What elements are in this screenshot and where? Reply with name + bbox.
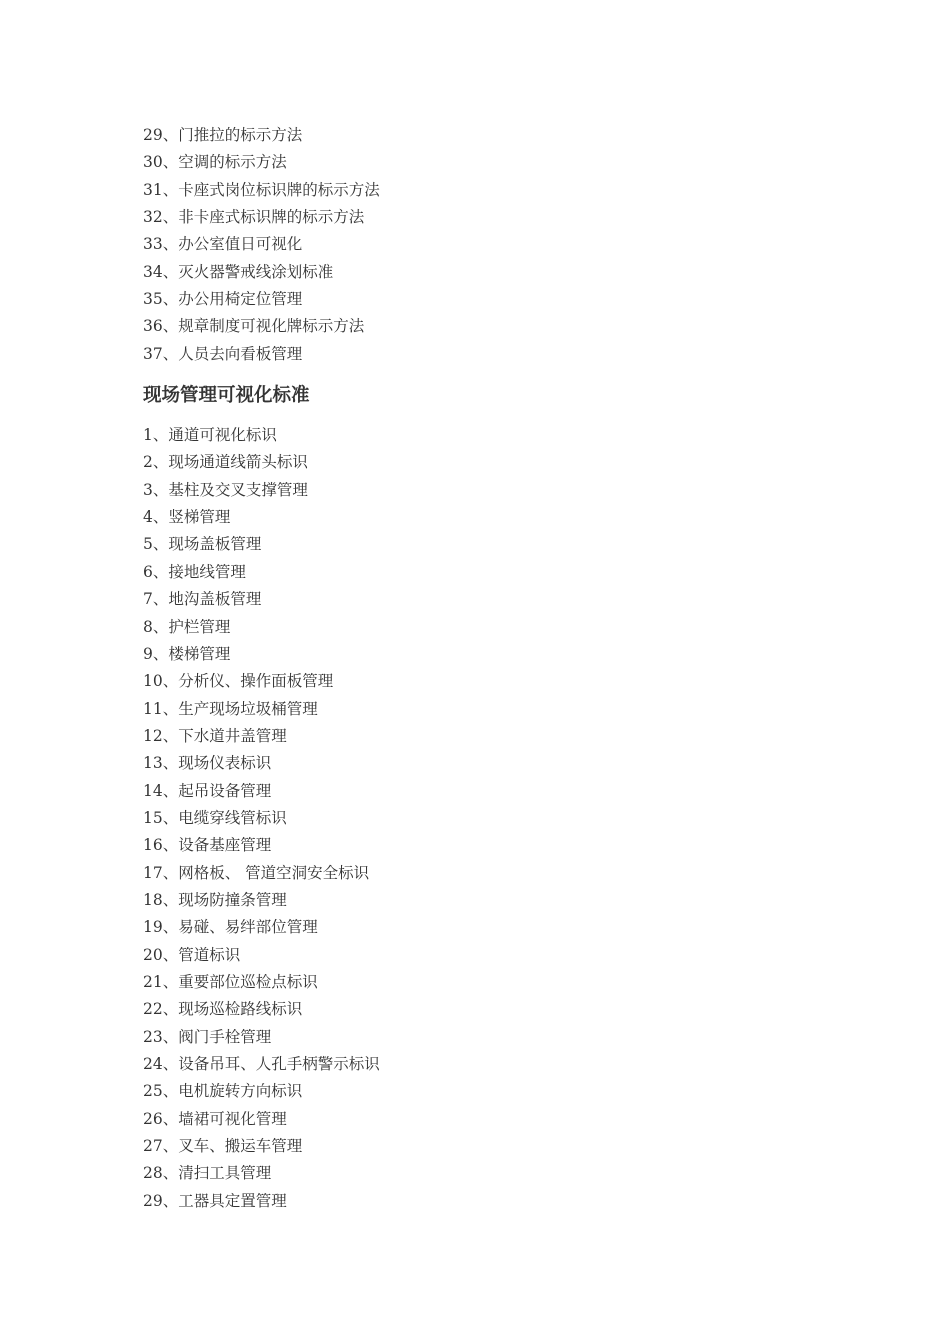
list-item: 3、基柱及交叉支撑管理 — [143, 480, 308, 499]
document-page — [143, 122, 843, 1215]
section-title: 现场管理可视化标准 — [143, 385, 310, 407]
list-item: 25、电机旋转方向标识 — [143, 1082, 303, 1101]
list-item: 11、生产现场垃圾桶管理 — [143, 699, 318, 718]
list-item: 35、办公用椅定位管理 — [143, 290, 303, 309]
list-item: 26、墙裙可视化管理 — [143, 1109, 287, 1128]
list-item: 22、现场巡检路线标识 — [143, 1000, 303, 1019]
list-item: 4、竖梯管理 — [143, 508, 231, 527]
list-item: 23、阀门手栓管理 — [143, 1027, 272, 1046]
list-item: 16、设备基座管理 — [143, 836, 272, 855]
list-item: 30、空调的标示方法 — [143, 153, 287, 172]
list-item: 32、非卡座式标识牌的标示方法 — [143, 208, 365, 227]
list-item: 10、分析仪、操作面板管理 — [143, 672, 334, 691]
list-item: 7、地沟盖板管理 — [143, 590, 262, 609]
list-item: 1、通道可视化标识 — [143, 426, 277, 445]
list-item: 34、灭火器警戒线涂划标准 — [143, 262, 334, 281]
list-item: 20、管道标识 — [143, 945, 241, 964]
list-item: 29、门推拉的标示方法 — [143, 126, 303, 144]
list-item: 17、网格板、 管道空洞安全标识 — [143, 863, 370, 882]
list-item: 13、现场仪表标识 — [143, 754, 272, 773]
list-item: 24、设备吊耳、人孔手柄警示标识 — [143, 1055, 380, 1073]
list-item: 36、规章制度可视化牌标示方法 — [143, 317, 365, 336]
list-item: 27、叉车、搬运车管理 — [143, 1137, 303, 1156]
list-item: 15、电缆穿线管标识 — [143, 808, 287, 827]
list-item: 29、工器具定置管理 — [143, 1191, 287, 1210]
list-item: 21、重要部位巡检点标识 — [143, 972, 318, 991]
site-management-list — [143, 422, 843, 1215]
list-item: 2、现场通道线箭头标识 — [143, 453, 308, 472]
list-item: 28、清扫工具管理 — [143, 1164, 272, 1183]
list-item: 19、易碰、易绊部位管理 — [143, 918, 318, 937]
list-item: 8、护栏管理 — [143, 617, 231, 636]
office-visualization-list — [143, 122, 843, 368]
list-item: 5、现场盖板管理 — [143, 535, 262, 554]
list-item: 14、起吊设备管理 — [143, 781, 272, 800]
list-item: 9、楼梯管理 — [143, 644, 231, 663]
list-item: 6、接地线管理 — [143, 562, 246, 581]
list-item: 12、下水道井盖管理 — [143, 726, 287, 745]
list-item: 33、办公室值日可视化 — [143, 235, 303, 254]
list-item: 31、卡座式岗位标识牌的标示方法 — [143, 180, 380, 199]
list-item: 18、现场防撞条管理 — [143, 890, 287, 909]
list-item: 37、人员去向看板管理 — [143, 344, 303, 363]
